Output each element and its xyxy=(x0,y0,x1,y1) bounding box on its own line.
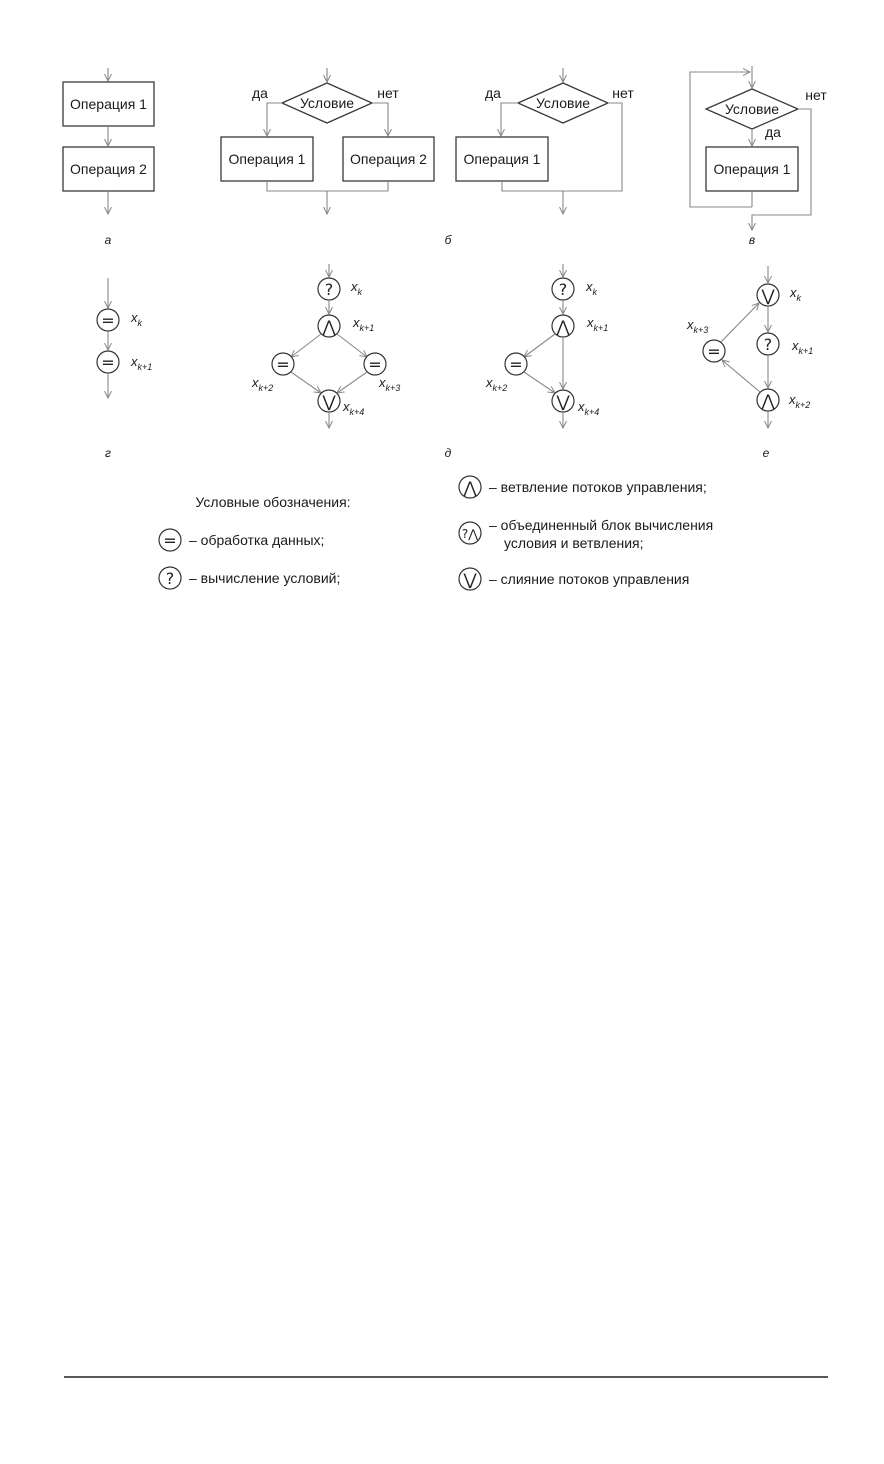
condition-label: Условие xyxy=(299,95,355,111)
arrow xyxy=(524,372,555,393)
operation-1-label: Операция 1 xyxy=(713,161,791,177)
node-var-xk2: $x_{k+2}$ xyxy=(252,375,274,393)
combined-symbol: ?⋀ xyxy=(461,527,479,541)
merge-symbol: ⋁ xyxy=(556,392,570,411)
arrow xyxy=(337,334,367,357)
flowchart-c-if-then xyxy=(456,68,634,214)
merge-symbol: ⋁ xyxy=(463,570,477,589)
condition-symbol: ? xyxy=(324,280,334,299)
operation-2-label: Операция 2 xyxy=(70,161,147,177)
yes-label: да xyxy=(765,124,781,140)
node-var-xk2: $x_{k+2}$ xyxy=(486,375,508,393)
node-var-xk4: $x_{k+4}$ xyxy=(578,399,600,417)
process-symbol: = xyxy=(101,353,115,372)
process-symbol: = xyxy=(368,355,382,374)
merge-symbol: ⋁ xyxy=(761,286,775,305)
caption-e: е xyxy=(762,446,770,460)
node-var-xk: $x_k$ xyxy=(790,285,801,303)
node-var-xk1: $x_{k+1}$ xyxy=(131,354,153,372)
caption-v: в xyxy=(748,233,756,247)
branch-symbol: ⋀ xyxy=(463,478,477,497)
condition-label: Условие xyxy=(724,101,780,117)
arrow xyxy=(524,334,555,357)
condition-symbol: ? xyxy=(558,280,568,299)
node-var-xk: $x_k$ xyxy=(351,279,362,297)
node-var-xk: $x_k$ xyxy=(586,279,597,297)
node-var-xk3: $x_{k+3}$ xyxy=(379,375,401,393)
legend-combined-text-1: – объединенный блок вычисления xyxy=(489,517,714,533)
condition-label: Условие xyxy=(535,95,591,111)
flowchart-b-if-else xyxy=(221,68,434,214)
process-symbol: = xyxy=(509,355,523,374)
process-symbol: = xyxy=(163,531,177,550)
no-label: нет xyxy=(377,85,399,101)
node-var-xk1: $x_{k+1}$ xyxy=(353,315,375,333)
flowchart-d-loop xyxy=(690,66,827,247)
no-label: нет xyxy=(612,85,634,101)
yes-label: да xyxy=(252,85,268,101)
merge-symbol: ⋁ xyxy=(322,392,336,411)
caption-a: а xyxy=(104,233,112,247)
branch-symbol: ⋀ xyxy=(556,317,570,336)
process-symbol: = xyxy=(707,342,721,361)
graph-d-if-then xyxy=(485,264,608,428)
node-var-xk1: $x_{k+1}$ xyxy=(792,338,814,356)
no-label: нет xyxy=(805,87,827,103)
yes-arrow xyxy=(501,103,518,136)
node-var-xk4: $x_{k+4}$ xyxy=(343,399,365,417)
condition-symbol: ? xyxy=(165,569,175,588)
caption-b: б xyxy=(444,233,452,247)
process-symbol: = xyxy=(276,355,290,374)
no-arrow xyxy=(372,103,388,136)
arrow xyxy=(291,372,321,393)
condition-symbol: ? xyxy=(763,335,773,354)
legend-title: Условные обозначения: xyxy=(195,494,351,510)
node-var-xk2: $x_{k+2}$ xyxy=(789,392,811,410)
yes-arrow xyxy=(267,103,282,136)
legend-process-text: – обработка данных; xyxy=(189,532,325,548)
operation-2-label: Операция 2 xyxy=(350,151,427,167)
flowchart-a-sequence xyxy=(63,68,154,247)
operation-1-label: Операция 1 xyxy=(463,151,541,167)
branch-symbol: ⋀ xyxy=(761,391,775,410)
legend-branch-text: – ветвление потоков управления; xyxy=(489,479,707,495)
node-var-xk3: $x_{k+3}$ xyxy=(687,317,709,335)
graph-g-sequence xyxy=(97,278,152,460)
arrow xyxy=(337,372,367,393)
legend-condition-text: – вычисление условий; xyxy=(189,570,341,586)
process-symbol: = xyxy=(101,311,115,330)
arrow xyxy=(291,334,321,357)
caption-g: г xyxy=(105,446,111,460)
legend-combined-text-2: условия и ветвления; xyxy=(504,535,644,551)
graph-e-loop xyxy=(686,266,813,460)
legend xyxy=(159,476,713,590)
arrow xyxy=(722,360,760,392)
operation-1-label: Операция 1 xyxy=(228,151,306,167)
operation-1-label: Операция 1 xyxy=(70,96,147,112)
legend-merge-text: – слияние потоков управления xyxy=(489,571,690,587)
node-var-xk: $x_k$ xyxy=(131,310,142,328)
arrow xyxy=(721,303,759,342)
node-var-xk1: $x_{k+1}$ xyxy=(587,315,609,333)
join-line xyxy=(267,181,388,191)
graph-if-else xyxy=(251,264,400,428)
branch-symbol: ⋀ xyxy=(322,317,336,336)
yes-label: да xyxy=(485,85,501,101)
caption-d: д xyxy=(444,446,452,460)
join-line xyxy=(502,181,563,191)
